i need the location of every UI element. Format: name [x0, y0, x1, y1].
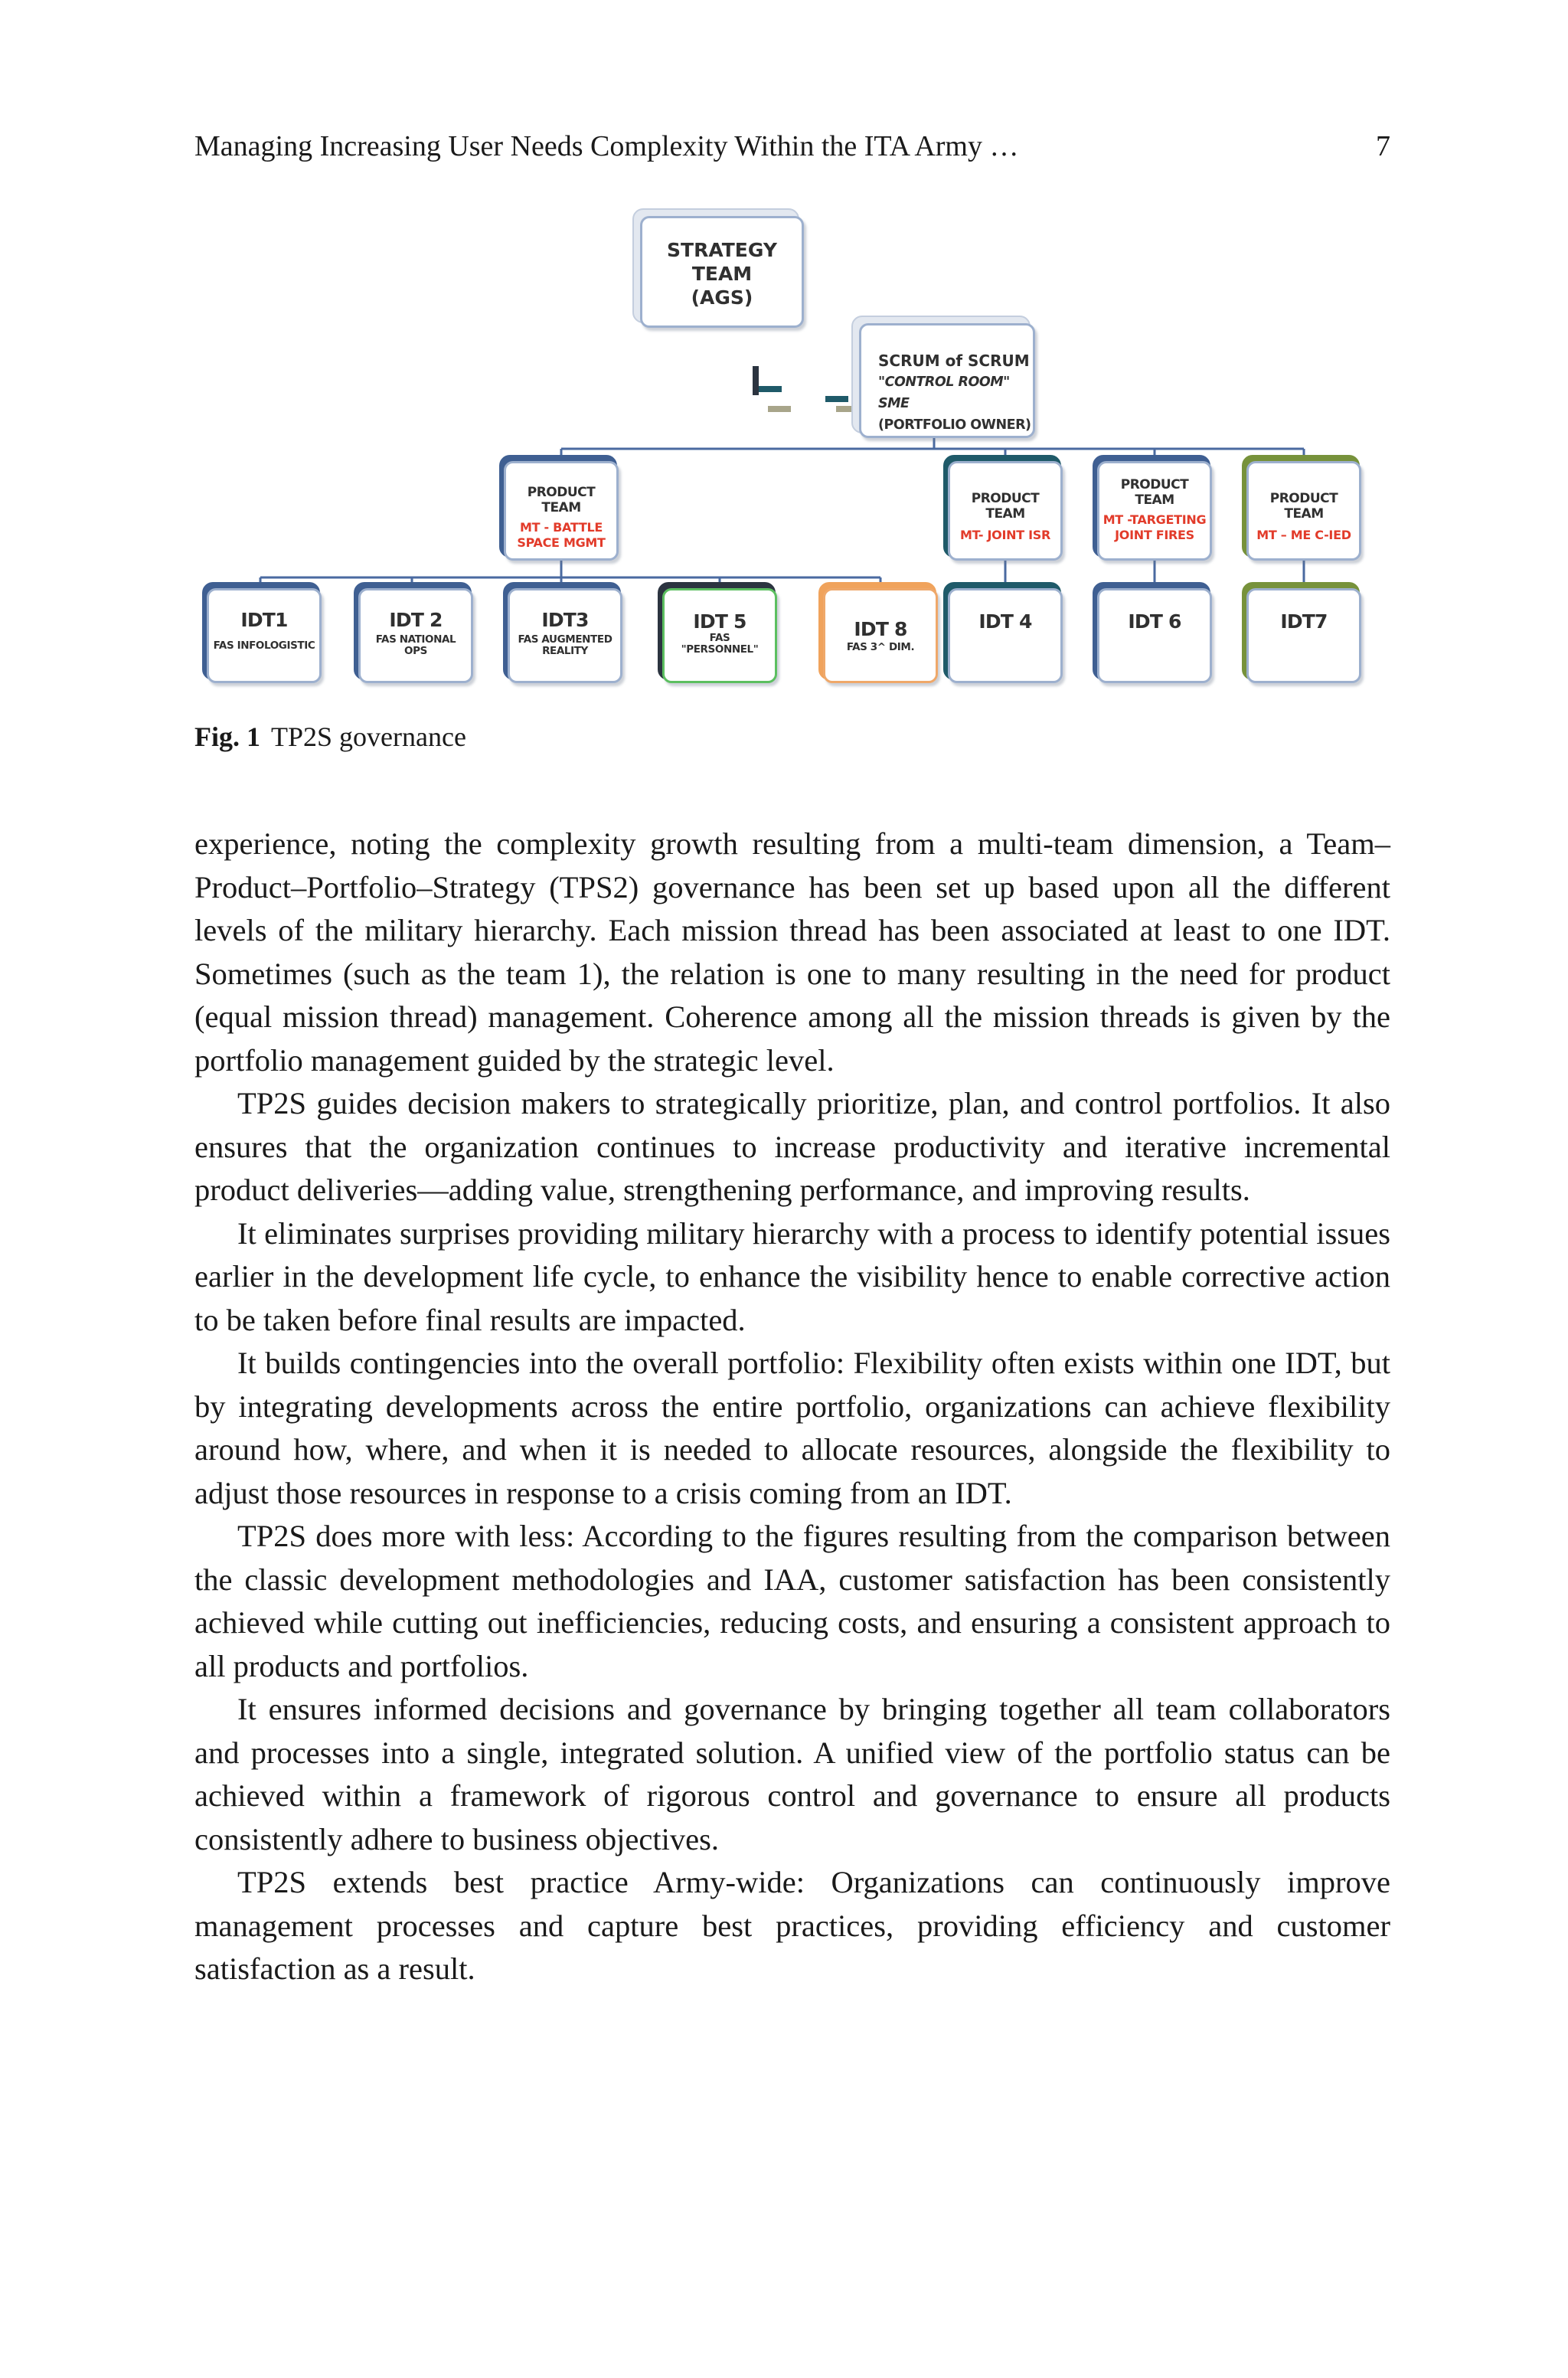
idt-sub: FAS INFOLOGISTIC [213, 639, 315, 652]
product-team-sub: JOINT FIRES [1115, 528, 1194, 542]
scrum-line-3: (PORTFOLIO OWNER) [878, 417, 1031, 433]
idt-sub: "PERSONNEL" [681, 643, 759, 656]
paragraph: TP2S does more with less: According to the figures resulting from the comparison between the classic development methodologies and IAA, customer satisfaction has been consistently achieved while cutting out inefficiencies, reducing costs, and ensuring a consistent approach to all products and portfolios. [194, 1519, 1390, 1683]
paragraph: It ensures informed decisions and governance by bringing together all team collaborators and processes into a single, integrated solution. A unified view of the portfolio status can be achieved within a framework of rigorous control and governance to ensure all products consistently adhere to business objectives. [194, 1692, 1390, 1856]
strategy-line-1: STRATEGY [667, 239, 777, 261]
idt-sub: FAS 3^ DIM. [846, 641, 915, 653]
product-team-label: PRODUCT TEAM [1269, 491, 1338, 522]
idt-label: IDT3 [541, 609, 589, 631]
product-team-sub: MT – ME C-IED [1256, 528, 1351, 542]
idt-label: IDT 6 [1128, 610, 1181, 633]
paragraph: experience, noting the complexity growth resulting from a multi-team dimension, a Team–Product–Portfolio–Strategy (TPS2) governance has been set up based upon all the different levels of the military hierarchy. Each mission thread has been associated at least to one IDT. Sometimes (such as the team 1), the relation is one to many resulting in the need for product (equal mission thread) management. Coherence among all the mission threads is given by the portfolio management guided by the strategic level. [194, 826, 1390, 1078]
idt-label: IDT7 [1280, 610, 1328, 633]
idt-label: IDT 8 [854, 618, 907, 640]
strategy-line-2: TEAM [691, 263, 753, 285]
paragraph: TP2S extends best practice Army-wide: Organizations can continuously improve management processes and capture best practices, providing efficiency and customer satisfaction as a result. [194, 1865, 1390, 1986]
paragraph: It eliminates surprises providing military hierarchy with a process to identify potential issues earlier in the development life cycle, to enhance the visibility hence to enable corrective action to be taken before final results are impacted. [194, 1215, 1390, 1337]
page-number: 7 [1376, 130, 1390, 162]
product-team-sub: MT- JOINT ISR [960, 528, 1050, 542]
paragraph: TP2S guides decision makers to strategically prioritize, plan, and control portfolios. It also ensures that the organization continues to increase productivity and iterative incremental product deliveries—adding value, strengthening performance, and improving results. [194, 1086, 1390, 1207]
product-team-sub: MT - BATTLE [520, 520, 603, 535]
governance-diagram [207, 216, 1386, 691]
paragraph: It builds contingencies into the overall portfolio: Flexibility often exists within one IDT, but by integrating developments across the entire portfolio, organizations can achieve flexibility around how, where, and when it is needed to allocate resources, alongside the flexibility to adjust those resources in response to a crisis coming from an IDT. [194, 1346, 1390, 1510]
idt-sub: REALITY [542, 645, 588, 657]
idt-sub: FAS [709, 632, 730, 644]
figure-caption-text: TP2S governance [271, 721, 466, 752]
idt-sub: FAS AUGMENTED [518, 633, 612, 646]
idt-label: IDT 2 [389, 609, 443, 631]
scrum-line-1: SCRUM of SCRUM [878, 352, 1030, 370]
idt-sub: FAS NATIONAL [375, 633, 456, 646]
running-head-title: Managing Increasing User Needs Complexity Within the ITA Army … [194, 130, 1019, 162]
figure-caption-label: Fig. 1 [194, 721, 260, 752]
strategy-scrum-link-marks [753, 366, 859, 412]
strategy-line-3: (AGS) [691, 286, 753, 309]
product-team-label: PRODUCT TEAM [1120, 477, 1189, 508]
product-team-label: PRODUCT TEAM [527, 485, 596, 515]
product-team-label: PRODUCT TEAM [971, 491, 1040, 522]
running-head [194, 127, 1390, 165]
body-text [194, 823, 1390, 1991]
product-team-sub: MT -TARGETING [1102, 512, 1207, 527]
figure-caption [194, 718, 466, 755]
idt-sub: OPS [404, 645, 427, 657]
idt-label: IDT 5 [693, 610, 746, 633]
idt-label: IDT1 [240, 609, 288, 631]
idt-label: IDT 4 [978, 610, 1032, 633]
product-team-sub: SPACE MGMT [517, 535, 606, 550]
scrum-line-2: "CONTROL ROOM" SME [878, 375, 1010, 411]
